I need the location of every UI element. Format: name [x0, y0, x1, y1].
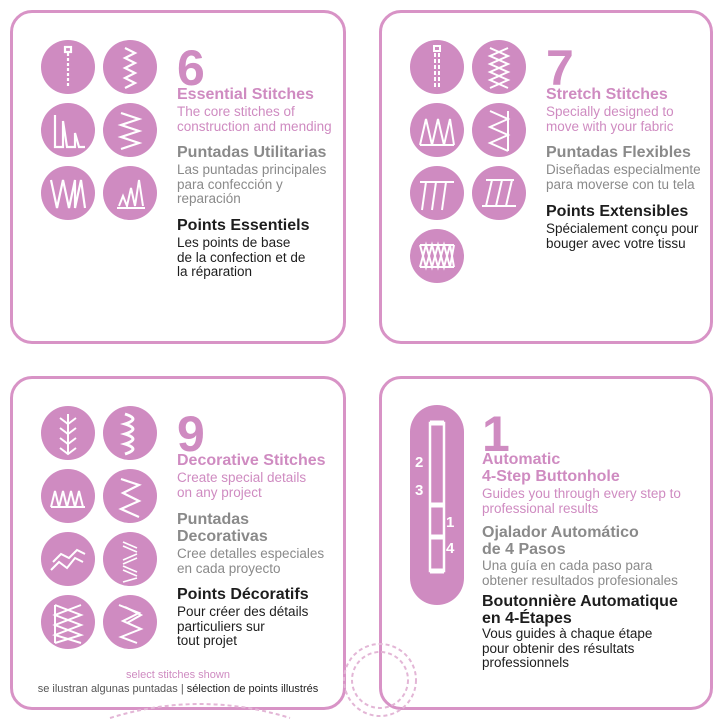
buttonhole-fr-desc: Vous guides à chaque étape pour obtenir des résultats professionnels: [482, 626, 653, 671]
stretch-count: 7: [546, 40, 574, 96]
buttonhole-en-title: Automatic 4-Step Buttonhole: [482, 451, 620, 486]
dashed-swirl-decoration: [330, 610, 430, 720]
overcast-stitch-icon: [103, 166, 157, 220]
buttonhole-fr-title: Boutonnière Automatique en 4-Étapes: [482, 593, 678, 628]
essential-fr-title: Points Essentiels: [177, 217, 310, 234]
zigzag-stitch-icon: [103, 40, 157, 94]
stretch-en-title: Stretch Stitches: [546, 86, 668, 103]
buttonhole-en-desc: Guides you through every step to professional results: [482, 486, 681, 516]
stretch-blind-hem-icon: [41, 166, 95, 220]
ric-rac-stitch-icon: [410, 103, 464, 157]
footer-note-fr: sélection de points illustrés: [186, 683, 319, 695]
buttonhole-step-4: 4: [446, 540, 455, 557]
essential-stitches-card: [10, 10, 346, 344]
stretch-fr-desc: Spécialement conçu pour bouger avec votre tissu: [546, 221, 699, 251]
decorative-es-desc: Cree detalles especiales en cada proyecto: [177, 546, 325, 576]
footer-separator: |: [180, 683, 184, 695]
triple-straight-stitch-icon: [410, 40, 464, 94]
stretch-es-title: Puntadas Flexibles: [546, 144, 691, 161]
buttonhole-step-3: 3: [415, 482, 424, 499]
essential-fr-desc: Les points de base de la confection et de la réparation: [177, 235, 306, 280]
decorative-en-desc: Create special details on any project: [177, 470, 307, 500]
wave-stitch-icon: [41, 532, 95, 586]
essential-en-desc: The core stitches of construction and mending: [177, 104, 332, 134]
footer-note-en: select stitches shown: [126, 669, 230, 681]
buttonhole-icon: [410, 405, 464, 605]
double-overlock-icon: [472, 103, 526, 157]
chevron-stitch-icon: [103, 595, 157, 649]
triangle-stitch-icon: [41, 469, 95, 523]
decorative-es-title: Puntadas Decorativas: [177, 511, 268, 546]
essential-es-title: Puntadas Utilitarias: [177, 144, 327, 161]
buttonhole-count: 1: [482, 406, 510, 462]
honeycomb-stitch-icon: [410, 229, 464, 283]
cross-stitch-icon: [41, 595, 95, 649]
essential-en-title: Essential Stitches: [177, 86, 314, 103]
multi-zigzag-stitch-icon: [103, 103, 157, 157]
scallop-stitch-icon: [103, 406, 157, 460]
buttonhole-step-2: 2: [415, 454, 424, 471]
essential-es-desc: Las puntadas principales para confección y reparación: [177, 162, 327, 207]
footer-note-es: se ilustran algunas puntadas: [37, 683, 178, 695]
satin-diagonal-stitch-icon: [103, 532, 157, 586]
arrow-stitch-icon: [41, 406, 95, 460]
buttonhole-es-title: Ojalador Automático de 4 Pasos: [482, 524, 639, 559]
essential-count: 6: [177, 40, 205, 96]
stretch-en-desc: Specially designed to move with your fabric: [546, 104, 674, 134]
stretch-es-desc: Diseñadas especialmente para moverse con tu tela: [546, 162, 701, 192]
buttonhole-step-1: 1: [446, 514, 455, 531]
decorative-count: 9: [177, 406, 205, 462]
footer-note-line: [13, 683, 343, 695]
straight-stitch-icon: [41, 40, 95, 94]
dashed-arc-decoration: [100, 700, 300, 720]
blind-hem-stitch-icon: [41, 103, 95, 157]
stretch-stitches-card: [379, 10, 713, 344]
slant-stitch-icon: [410, 166, 464, 220]
step-stitch-icon: [103, 469, 157, 523]
buttonhole-es-desc: Una guía en cada paso para obtener resultados profesionales: [482, 558, 678, 588]
decorative-fr-title: Points Décoratifs: [177, 586, 309, 603]
feather-stitch-icon: [472, 40, 526, 94]
decorative-en-title: Decorative Stitches: [177, 452, 326, 469]
decorative-stitches-card: [10, 376, 346, 710]
stretch-fr-title: Points Extensibles: [546, 203, 689, 220]
slant-overlock-icon: [472, 166, 526, 220]
decorative-fr-desc: Pour créer des détails particuliers sur tout projet: [177, 604, 309, 649]
